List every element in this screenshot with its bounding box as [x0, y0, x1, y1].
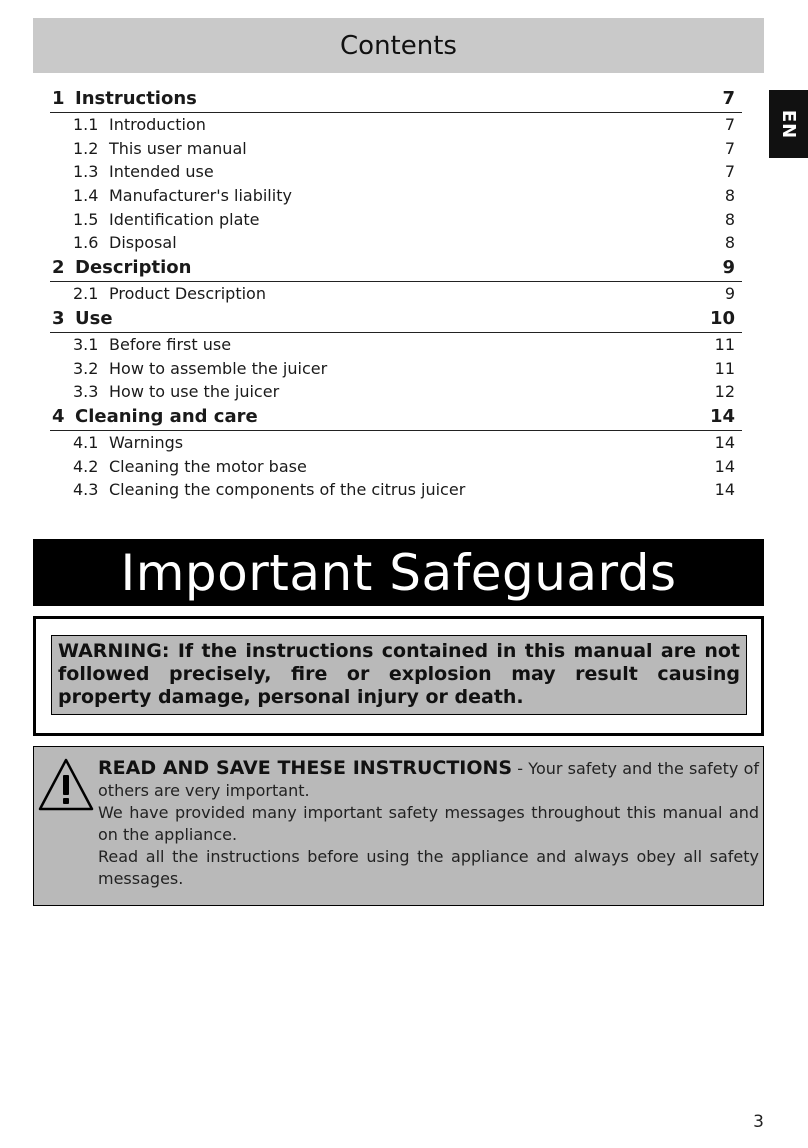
page-number: 3 — [753, 1112, 764, 1132]
toc-item-title: Intended use — [109, 162, 214, 182]
toc-item-heading — [50, 113, 206, 137]
toc-item-page: 14 — [714, 480, 735, 500]
toc-item-heading — [50, 231, 177, 255]
toc-item-number: 1.6 — [73, 233, 99, 253]
toc-item-page: 12 — [714, 382, 735, 402]
toc-item — [50, 160, 742, 184]
toc-item-page: 8 — [724, 209, 735, 229]
toc-item-page: 7 — [724, 115, 735, 134]
toc-section-page: 7 — [722, 88, 735, 109]
toc-item-title: How to assemble the juicer — [109, 358, 328, 378]
toc-item — [50, 137, 742, 161]
toc-section-number: 4 — [52, 405, 65, 427]
language-tab-label: EN — [778, 109, 799, 139]
warning-text: WARNING: If the instructions contained in this manual are not followed precisely, fire or explosion may result causing property damage, personal injury or death. — [51, 635, 747, 715]
toc-item — [50, 231, 742, 255]
toc-section-title: Description — [75, 257, 192, 279]
toc-section-page: 14 — [709, 405, 735, 427]
read-instructions-text — [98, 757, 759, 890]
toc-section-page: 9 — [722, 257, 735, 279]
toc-item-number: 1.5 — [73, 209, 99, 229]
toc-item-number: 4.3 — [73, 480, 99, 500]
toc-item-number: 4.1 — [73, 432, 99, 452]
toc-section — [50, 255, 742, 282]
toc-item-page: 7 — [724, 138, 735, 158]
toc-item-title: Before first use — [109, 334, 232, 354]
toc-item-number: 3.2 — [73, 358, 99, 378]
warning-triangle-icon — [37, 757, 95, 813]
warning-box — [33, 616, 764, 736]
toc-item-number: 2.1 — [73, 284, 99, 304]
toc-item — [50, 357, 742, 381]
read-instructions-box — [33, 746, 764, 906]
toc-item-heading — [50, 160, 214, 184]
toc-item-number: 4.2 — [73, 456, 99, 476]
toc-item-page: 9 — [724, 284, 735, 304]
toc-item-title: Cleaning the components of the citrus juicer — [109, 480, 466, 500]
toc-item-heading — [50, 282, 266, 306]
table-of-contents — [50, 86, 742, 502]
toc-item-number: 3.1 — [73, 334, 99, 354]
toc-section-title: Instructions — [75, 88, 197, 109]
toc-item-page: 11 — [714, 334, 735, 354]
read-instructions-lead: READ AND SAVE THESE INSTRUCTIONS — [98, 757, 513, 779]
toc-item-number: 1.4 — [73, 186, 99, 206]
read-instructions-para-2: We have provided many important safety messages throughout this manual and on the appliance. — [98, 803, 759, 844]
toc-item-title: How to use the juicer — [109, 382, 280, 402]
toc-item-heading — [50, 184, 292, 208]
toc-item-page: 11 — [714, 358, 735, 378]
toc-item-title: Identification plate — [109, 209, 260, 229]
toc-item-title: Product Description — [109, 284, 266, 304]
toc-item-heading — [50, 333, 231, 357]
toc-section — [50, 404, 742, 431]
read-instructions-lead-tail: - Your safety and the safety of others are very important. — [98, 759, 759, 800]
toc-item — [50, 333, 742, 357]
toc-item-number: 1.3 — [73, 162, 99, 182]
toc-section-heading — [50, 306, 113, 332]
contents-header — [33, 18, 764, 73]
toc-item-heading — [50, 137, 247, 161]
toc-item — [50, 380, 742, 404]
toc-item-page: 14 — [714, 432, 735, 452]
toc-item-heading — [50, 357, 327, 381]
toc-item — [50, 184, 742, 208]
toc-item-page: 14 — [714, 456, 735, 476]
toc-item-number: 1.1 — [73, 115, 99, 134]
toc-section-title: Use — [75, 307, 113, 329]
toc-item-heading — [50, 455, 307, 479]
toc-section-heading — [50, 404, 258, 430]
toc-item-heading — [50, 431, 183, 455]
toc-section — [50, 86, 742, 113]
toc-item-heading — [50, 208, 260, 232]
toc-item — [50, 113, 742, 137]
toc-section-page: 10 — [709, 307, 735, 329]
toc-section-number: 3 — [52, 307, 65, 329]
toc-item — [50, 208, 742, 232]
contents-title: Contents — [340, 30, 457, 61]
toc-item-title: Warnings — [109, 432, 184, 452]
toc-item-heading — [50, 478, 465, 502]
toc-item-page: 8 — [724, 186, 735, 206]
toc-item-title: This user manual — [109, 138, 247, 158]
read-instructions-para-3: Read all the instructions before using the appliance and always obey all safety messages. — [98, 847, 759, 888]
toc-item-title: Manufacturer's liability — [109, 186, 292, 206]
toc-item-title: Disposal — [109, 233, 177, 253]
toc-item-title: Introduction — [109, 115, 206, 134]
toc-item-heading — [50, 380, 279, 404]
toc-section-heading — [50, 86, 197, 112]
toc-item-number: 1.2 — [73, 138, 99, 158]
toc-section-heading — [50, 255, 191, 281]
toc-item-page: 8 — [724, 233, 735, 253]
toc-item — [50, 478, 742, 502]
toc-section-number: 1 — [52, 88, 65, 109]
toc-item — [50, 455, 742, 479]
safeguards-title: Important Safeguards — [120, 543, 677, 602]
toc-section-title: Cleaning and care — [75, 405, 258, 427]
read-instructions-para-1 — [98, 757, 759, 802]
toc-item — [50, 431, 742, 455]
toc-section — [50, 306, 742, 333]
language-tab — [769, 90, 808, 158]
toc-item — [50, 282, 742, 306]
toc-item-title: Cleaning the motor base — [109, 456, 307, 476]
toc-item-number: 3.3 — [73, 382, 99, 402]
safeguards-banner — [33, 539, 764, 606]
toc-item-page: 7 — [724, 162, 735, 182]
toc-section-number: 2 — [52, 257, 65, 279]
